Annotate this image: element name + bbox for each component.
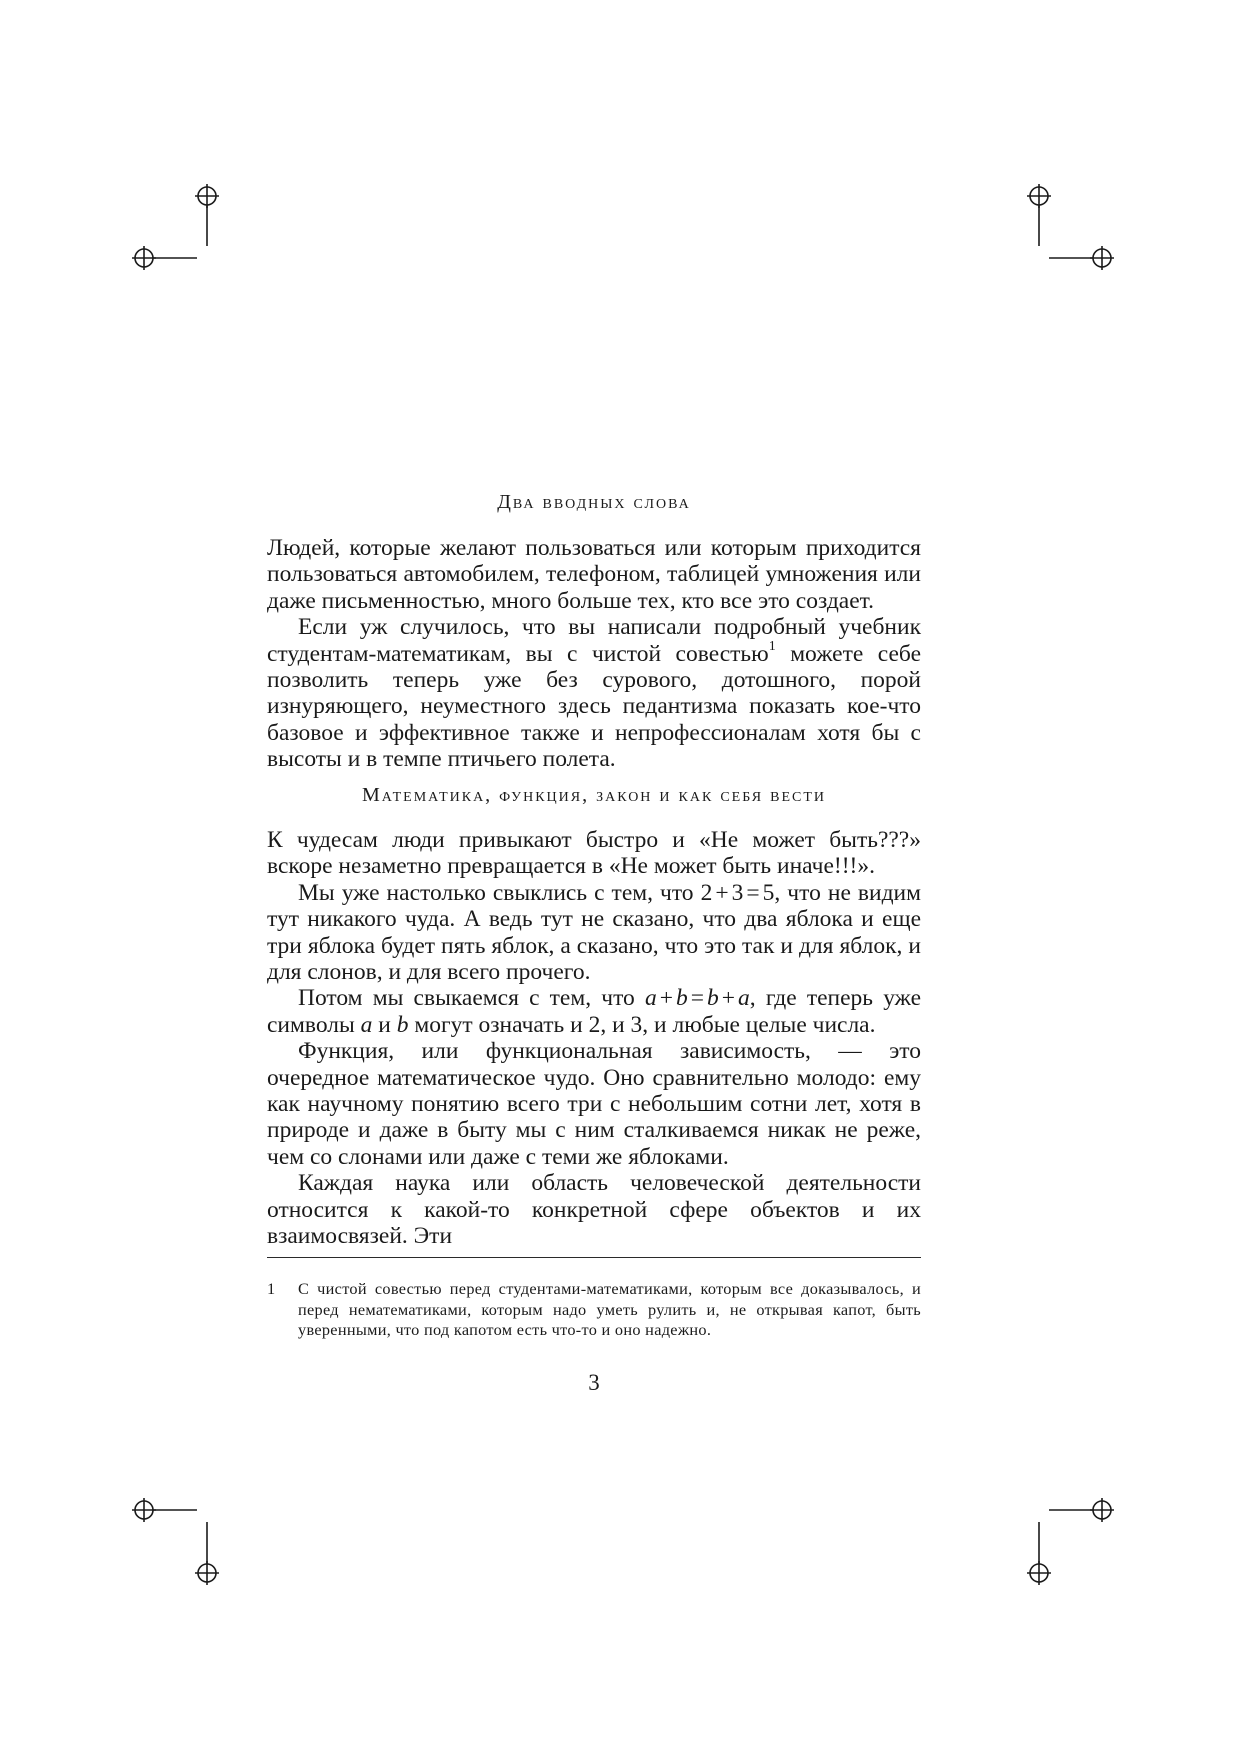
- footnote-divider: [267, 1257, 921, 1258]
- math-symbol: 5: [762, 879, 775, 906]
- paragraph: Каждая наука или область человеческой деятельности относится к какой-то конкретной сфере объектов и их взаимосвязей. Эти: [267, 1170, 921, 1250]
- math-symbol: 3: [731, 879, 744, 906]
- equation: [701, 880, 775, 906]
- math-operator: +: [721, 985, 736, 1012]
- footnote-number: 1: [267, 1279, 276, 1298]
- paragraph: Функция, или функциональная зависимость, — это очередное математическое чудо. Оно сравнительно молодо: ему как научному понятию всего три с небольшим сотни лет, хотя в природе и даже в быту мы с ним сталкиваемся никак не реже, чем со слонами или даже с теми же яблоками.: [267, 1038, 921, 1170]
- crop-mark-bottom-right: [1027, 1498, 1114, 1585]
- footnote-reference[interactable]: 1: [768, 638, 776, 654]
- paragraph: [267, 880, 921, 986]
- paragraph-text: Если уж случилось, что вы написали подробный учебник студентам-математикам, вы с чистой совестью: [267, 614, 921, 667]
- paragraph-text: Потом мы свыкаемся с тем, что: [298, 985, 635, 1012]
- paragraph-text: можете себе позволить теперь уже без сурового, дотошного, порой изнуряющего, неуместного здесь педантизма показать кое-что базовое и эффективное также и непрофессионалам хотя бы с высоты и в темпе птичьего полета.: [267, 640, 921, 773]
- paragraph: Людей, которые желают пользоваться или которым приходится пользоваться автомобилем, телефоном, таблицей умножения или даже письменностью, много больше тех, кто все это создает.: [267, 535, 921, 614]
- crop-mark-bottom-left: [132, 1498, 219, 1585]
- math-operator: +: [659, 985, 673, 1012]
- page-number: 3: [588, 1370, 600, 1395]
- paragraph-text: и: [378, 1011, 391, 1038]
- paragraph-text: , что не видим тут никакого чуда. А ведь тут не сказано, что два яблока и еще три яблока будет пять яблок, а сказано, что это так и для яблок, и для слонов, и для всего прочего.: [267, 879, 921, 986]
- math-operator: +: [715, 879, 729, 906]
- paragraph-text: могут означать и 2, и 3, и любые целые числа.: [414, 1011, 876, 1038]
- math-symbol: 2: [700, 879, 713, 906]
- math-symbol: b: [676, 985, 688, 1012]
- crop-mark-top-right: [1027, 184, 1114, 270]
- paragraph: [267, 614, 921, 772]
- section-intro-body: [267, 535, 921, 773]
- crop-mark-top-left: [132, 184, 219, 270]
- math-symbol: a: [738, 985, 750, 1012]
- paragraph: [267, 985, 921, 1038]
- paragraph: К чудесам люди привыкают быстро и «Не может быть???» вскоре незаметно превращается в «Не может быть иначе!!!».: [267, 827, 921, 880]
- math-symbol: a: [360, 1011, 373, 1038]
- footnote-text: С чистой совестью перед студентами-математиками, которым все доказывалось, и перед нематематиками, которым надо уметь рулить и, не открывая капот, быть уверенными, что под капотом есть что-то и оно надежно.: [298, 1279, 921, 1339]
- footnote: [267, 1279, 921, 1341]
- section-heading-intro: Два вводных слова: [497, 491, 691, 513]
- paragraph-text: , где теперь уже символы: [267, 985, 921, 1038]
- math-symbol: a: [644, 985, 657, 1012]
- math-operator: =: [746, 879, 760, 906]
- math-symbol: b: [707, 985, 719, 1012]
- section-heading-math: Математика, функция, закон и как себя вести: [361, 784, 827, 806]
- equation: [645, 985, 750, 1011]
- math-operator: =: [690, 985, 705, 1012]
- section-math-body: [267, 827, 921, 1250]
- paragraph-text: Мы уже настолько свыклись с тем, что: [298, 879, 694, 906]
- math-symbol: b: [396, 1011, 409, 1038]
